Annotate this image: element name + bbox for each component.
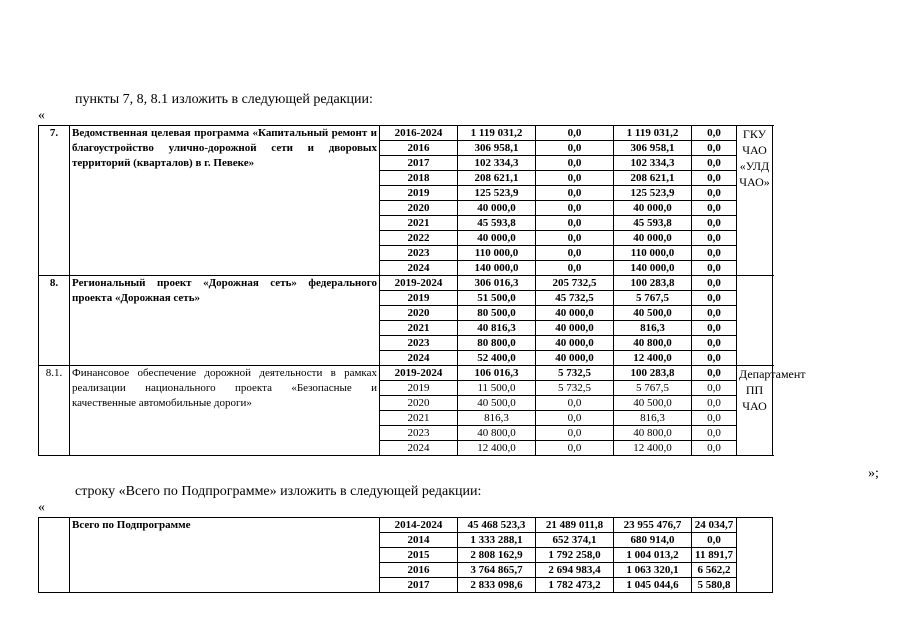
amount-cell: 3 764 865,7: [458, 563, 536, 578]
item-number: [39, 518, 70, 593]
amount-cell: 24 034,7: [692, 518, 737, 533]
amount-cell: 40 000,0: [536, 321, 614, 336]
amount-cell: 0,0: [536, 216, 614, 231]
amount-cell: 0,0: [692, 156, 737, 171]
amount-cell: 45 732,5: [536, 291, 614, 306]
amount-cell: 0,0: [536, 441, 614, 456]
year-cell: 2021: [380, 321, 458, 336]
amount-cell: 40 000,0: [536, 351, 614, 366]
amount-cell: 0,0: [692, 426, 737, 441]
amount-cell: 652 374,1: [536, 533, 614, 548]
year-cell: 2023: [380, 246, 458, 261]
amount-cell: 45 468 523,3: [458, 518, 536, 533]
amount-cell: 23 955 476,7: [614, 518, 692, 533]
amount-cell: 40 000,0: [458, 201, 536, 216]
table-row: [39, 366, 773, 381]
open-quote: «: [38, 108, 45, 123]
amount-cell: 1 045 044,6: [614, 578, 692, 593]
amount-cell: 1 119 031,2: [614, 126, 692, 141]
amount-cell: 0,0: [692, 171, 737, 186]
total-label: Всего по Подпрограмме: [70, 518, 380, 593]
amount-cell: 208 621,1: [614, 171, 692, 186]
amount-cell: 208 621,1: [458, 171, 536, 186]
open-quote-2: «: [38, 500, 45, 515]
amount-cell: 80 500,0: [458, 306, 536, 321]
table-row: [39, 126, 773, 141]
year-cell: 2020: [380, 201, 458, 216]
amount-cell: 1 119 031,2: [458, 126, 536, 141]
year-cell: 2016: [380, 563, 458, 578]
amount-cell: 0,0: [692, 351, 737, 366]
amount-cell: 140 000,0: [458, 261, 536, 276]
amount-cell: 0,0: [536, 201, 614, 216]
amount-cell: 11 891,7: [692, 548, 737, 563]
program-table: [38, 125, 806, 456]
item-description: Ведомственная целевая программа «Капитальный ремонт и благоустройство улично-дорожной сети и дворовых территорий (кварталов) в г. Певеке»: [70, 126, 380, 276]
second-line: строку «Всего по Подпрограмме» изложить в следующей редакции:: [75, 484, 482, 499]
intro-line: пункты 7, 8, 8.1 изложить в следующей редакции:: [75, 92, 373, 107]
amount-cell: 100 283,8: [614, 366, 692, 381]
amount-cell: 110 000,0: [458, 246, 536, 261]
amount-cell: 0,0: [536, 426, 614, 441]
amount-cell: 102 334,3: [614, 156, 692, 171]
amount-cell: 102 334,3: [458, 156, 536, 171]
amount-cell: 0,0: [692, 246, 737, 261]
amount-cell: 40 000,0: [536, 336, 614, 351]
amount-cell: 0,0: [536, 156, 614, 171]
amount-cell: 40 500,0: [614, 396, 692, 411]
amount-cell: 21 489 011,8: [536, 518, 614, 533]
amount-cell: 40 816,3: [458, 321, 536, 336]
executor-cell: Департамент ПП ЧАО: [737, 366, 773, 456]
executor-cell: [737, 518, 773, 593]
amount-cell: 40 800,0: [458, 426, 536, 441]
amount-cell: 0,0: [536, 186, 614, 201]
amount-cell: 0,0: [692, 216, 737, 231]
amount-cell: 0,0: [692, 396, 737, 411]
amount-cell: 2 833 098,6: [458, 578, 536, 593]
amount-cell: 40 000,0: [536, 306, 614, 321]
year-cell: 2016-2024: [380, 126, 458, 141]
amount-cell: 40 000,0: [458, 231, 536, 246]
table-row: [39, 518, 773, 533]
amount-cell: 125 523,9: [458, 186, 536, 201]
amount-cell: 0,0: [536, 126, 614, 141]
amount-cell: 1 004 013,2: [614, 548, 692, 563]
year-cell: 2014-2024: [380, 518, 458, 533]
amount-cell: 0,0: [692, 186, 737, 201]
amount-cell: 0,0: [536, 141, 614, 156]
amount-cell: 51 500,0: [458, 291, 536, 306]
year-cell: 2021: [380, 411, 458, 426]
amount-cell: 100 283,8: [614, 276, 692, 291]
year-cell: 2014: [380, 533, 458, 548]
year-cell: 2018: [380, 171, 458, 186]
amount-cell: 0,0: [692, 126, 737, 141]
year-cell: 2024: [380, 441, 458, 456]
amount-cell: 0,0: [692, 306, 737, 321]
year-cell: 2024: [380, 351, 458, 366]
year-cell: 2021: [380, 216, 458, 231]
table-row: [39, 276, 773, 291]
amount-cell: 306 958,1: [614, 141, 692, 156]
amount-cell: 12 400,0: [614, 351, 692, 366]
amount-cell: 80 800,0: [458, 336, 536, 351]
amount-cell: 306 958,1: [458, 141, 536, 156]
executor-cell: [737, 276, 773, 366]
amount-cell: 106 016,3: [458, 366, 536, 381]
year-cell: 2019-2024: [380, 366, 458, 381]
amount-cell: 816,3: [614, 321, 692, 336]
amount-cell: 816,3: [458, 411, 536, 426]
amount-cell: 0,0: [692, 201, 737, 216]
amount-cell: 0,0: [692, 411, 737, 426]
amount-cell: 1 333 288,1: [458, 533, 536, 548]
year-cell: 2020: [380, 306, 458, 321]
year-cell: 2019: [380, 291, 458, 306]
year-cell: 2022: [380, 231, 458, 246]
item-description: Региональный проект «Дорожная сеть» федерального проекта «Дорожная сеть»: [70, 276, 380, 366]
amount-cell: 0,0: [692, 533, 737, 548]
amount-cell: 40 800,0: [614, 336, 692, 351]
amount-cell: 5 580,8: [692, 578, 737, 593]
amount-cell: 6 562,2: [692, 563, 737, 578]
year-cell: 2023: [380, 426, 458, 441]
amount-cell: 0,0: [536, 261, 614, 276]
amount-cell: 0,0: [536, 411, 614, 426]
amount-cell: 12 400,0: [614, 441, 692, 456]
amount-cell: 45 593,8: [458, 216, 536, 231]
amount-cell: 1 792 258,0: [536, 548, 614, 563]
amount-cell: 0,0: [692, 381, 737, 396]
amount-cell: 5 767,5: [614, 381, 692, 396]
total-table: [38, 517, 773, 593]
year-cell: 2019-2024: [380, 276, 458, 291]
year-cell: 2017: [380, 578, 458, 593]
amount-cell: 40 800,0: [614, 426, 692, 441]
amount-cell: 0,0: [536, 171, 614, 186]
amount-cell: 5 732,5: [536, 366, 614, 381]
amount-cell: 1 782 473,2: [536, 578, 614, 593]
amount-cell: 40 000,0: [614, 201, 692, 216]
amount-cell: 680 914,0: [614, 533, 692, 548]
amount-cell: 40 000,0: [614, 231, 692, 246]
amount-cell: 40 500,0: [458, 396, 536, 411]
item-number: 8.: [39, 276, 70, 366]
amount-cell: 0,0: [692, 291, 737, 306]
year-cell: 2017: [380, 156, 458, 171]
amount-cell: 0,0: [692, 441, 737, 456]
amount-cell: 205 732,5: [536, 276, 614, 291]
amount-cell: 12 400,0: [458, 441, 536, 456]
amount-cell: 125 523,9: [614, 186, 692, 201]
amount-cell: 0,0: [536, 231, 614, 246]
amount-cell: 45 593,8: [614, 216, 692, 231]
year-cell: 2024: [380, 261, 458, 276]
amount-cell: 0,0: [692, 261, 737, 276]
year-cell: 2019: [380, 381, 458, 396]
amount-cell: 11 500,0: [458, 381, 536, 396]
amount-cell: 1 063 320,1: [614, 563, 692, 578]
executor-cell: ГКУ ЧАО «УЛД ЧАО»: [737, 126, 773, 276]
year-cell: 2019: [380, 186, 458, 201]
amount-cell: 110 000,0: [614, 246, 692, 261]
amount-cell: 0,0: [536, 246, 614, 261]
amount-cell: 2 694 983,4: [536, 563, 614, 578]
amount-cell: 5 767,5: [614, 291, 692, 306]
amount-cell: 2 808 162,9: [458, 548, 536, 563]
amount-cell: 306 016,3: [458, 276, 536, 291]
amount-cell: 0,0: [692, 366, 737, 381]
amount-cell: 52 400,0: [458, 351, 536, 366]
year-cell: 2023: [380, 336, 458, 351]
year-cell: 2015: [380, 548, 458, 563]
amount-cell: 0,0: [692, 231, 737, 246]
amount-cell: 0,0: [692, 276, 737, 291]
item-number: 7.: [39, 126, 70, 276]
amount-cell: 0,0: [692, 141, 737, 156]
year-cell: 2016: [380, 141, 458, 156]
amount-cell: 40 500,0: [614, 306, 692, 321]
amount-cell: 140 000,0: [614, 261, 692, 276]
year-cell: 2020: [380, 396, 458, 411]
item-description: Финансовое обеспечение дорожной деятельности в рамках реализации национального проекта «Безопасные и качественные автомобильные дороги»: [70, 366, 380, 456]
amount-cell: 0,0: [692, 321, 737, 336]
amount-cell: 0,0: [536, 396, 614, 411]
item-number: 8.1.: [39, 366, 70, 456]
amount-cell: 0,0: [692, 336, 737, 351]
close-quote: »;: [868, 466, 879, 481]
amount-cell: 816,3: [614, 411, 692, 426]
amount-cell: 5 732,5: [536, 381, 614, 396]
